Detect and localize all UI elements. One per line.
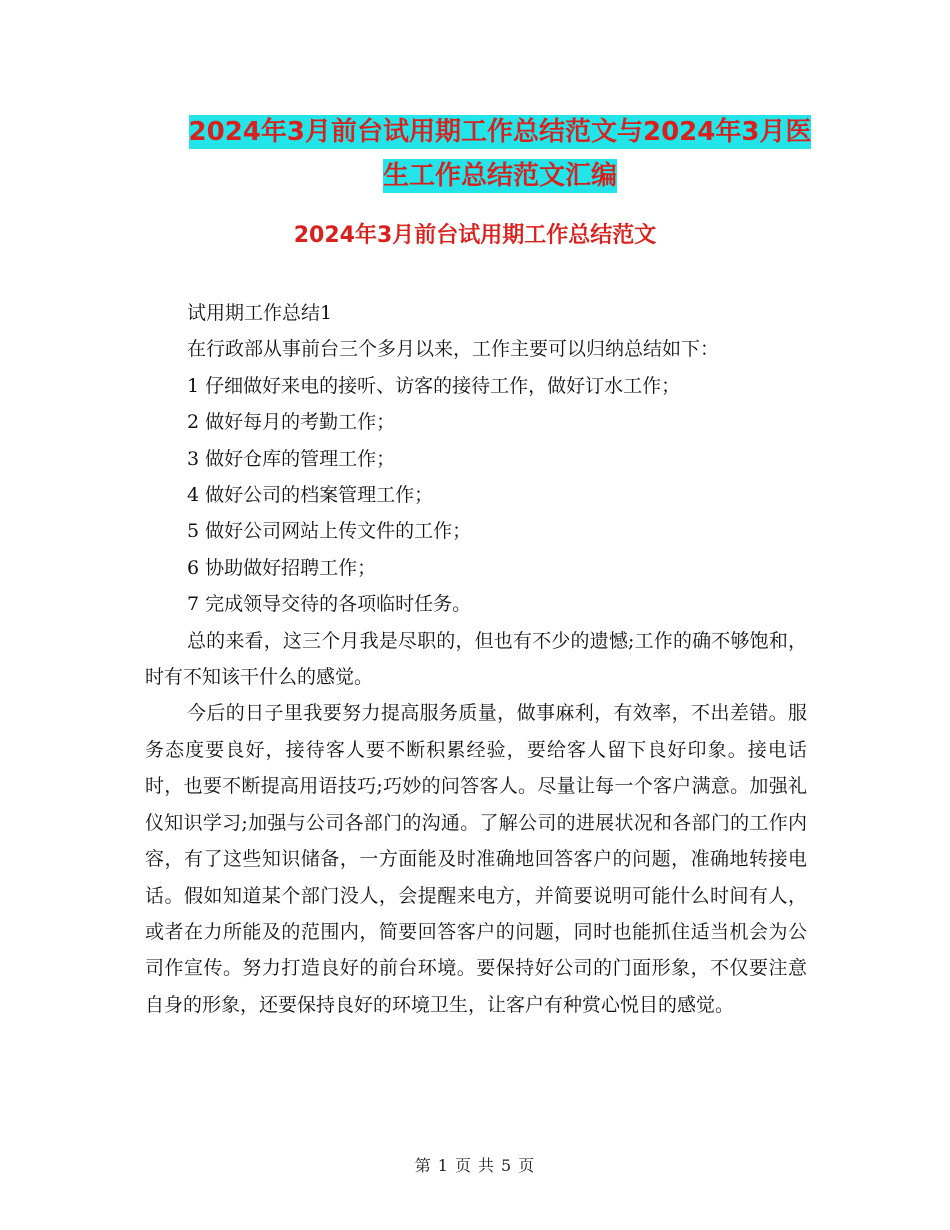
document-body — [145, 295, 807, 1023]
list-item: 1 仔细做好来电的接听、访客的接待工作，做好订水工作； — [187, 374, 681, 397]
list-item: 4 做好公司的档案管理工作； — [187, 484, 434, 507]
title-line-1: 2024年3月前台试用期工作总结范文与2024年3月医 — [188, 117, 812, 147]
list-item: 6 协助做好招聘工作； — [187, 556, 377, 579]
list-item: 5 做好公司网站上传文件的工作； — [187, 520, 472, 543]
footer-page-total: 5 — [501, 1156, 513, 1175]
body-line: 在行政部从事前台三个多月以来，工作主要可以归纳总结如下： — [187, 338, 720, 361]
body-line: 试用期工作总结1 — [187, 302, 333, 324]
list-item: 7 完成领导交待的各项临时任务。 — [187, 593, 472, 616]
document-title — [150, 110, 850, 198]
title-line-2: 生工作总结范文汇编 — [382, 161, 617, 191]
list-item: 3 做好仓库的管理工作； — [187, 447, 396, 470]
paragraph: 总的来看，这三个月我是尽职的，但也有不少的遗憾;工作的确不够饱和，时有不知该干什么的感觉。 — [145, 629, 807, 689]
section-title: 2024年3月前台试用期工作总结范文 — [293, 223, 657, 248]
list-item: 2 做好每月的考勤工作； — [187, 411, 396, 434]
footer-prefix: 第 — [414, 1156, 432, 1175]
page-footer — [0, 1153, 950, 1176]
footer-suffix: 页 — [518, 1156, 536, 1175]
footer-page-number: 1 — [437, 1156, 449, 1175]
footer-mid: 页 共 — [454, 1156, 496, 1175]
paragraph: 今后的日子里我要努力提高服务质量，做事麻利，有效率，不出差错。服务态度要良好，接待客人要不断积累经验，要给客人留下良好印象。接电话时，也要不断提高用语技巧;巧妙的问答客人。尽量让每一个客户满意。加强礼仪知识学习;加强与公司各部门的沟通。了解公司的进展状况和各部门的工作内容，有了这些知识储备，一方面能及时准确地回答客户的问题，准确地转接电话。假如知道某个部门没人，会提醒来电方，并简要说明可能什么时间有人，或者在力所能及的范围内，简要回答客户的问题，同时也能抓住适当机会为公司作宣传。努力打造良好的前台环境。要保持好公司的门面形象，不仅要注意自身的形象，还要保持良好的环境卫生，让客户有种赏心悦目的感觉。 — [145, 702, 807, 1016]
